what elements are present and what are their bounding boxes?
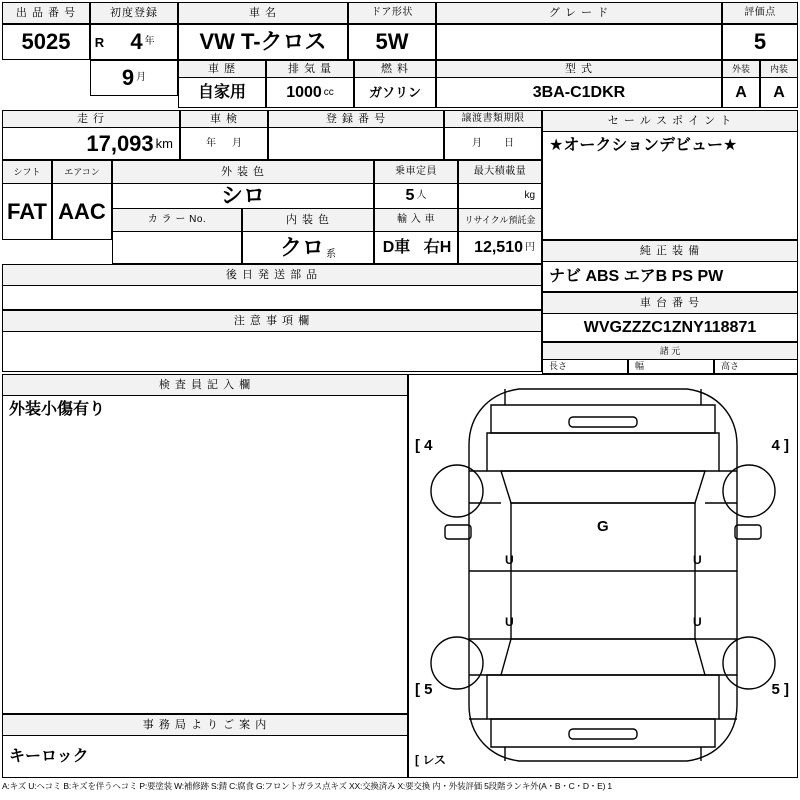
corner-mark-front-left: [ 4 [415,437,433,454]
door-shape-value: 5W [348,24,436,60]
spec-length-label: 長さ [542,360,628,374]
first-registration-era: R [90,24,108,60]
displacement-value-cell [266,78,354,108]
spec-label: 諸 元 [542,342,798,360]
spare-tire-label: [ レス [415,753,446,767]
damage-mark-2: U [505,615,514,629]
displacement-label: 排 気 量 [266,60,354,78]
max-load-label: 最大積載量 [458,160,542,184]
shift-value: FAT [2,184,52,240]
exterior-color-value: シロ [112,184,374,208]
car-name-value: VW T-クロス [178,24,348,60]
first-registration-label: 初度登録 [90,2,178,24]
chassis-number-label: 車 台 番 号 [542,292,798,314]
inspection-month-label: 月 [232,137,242,149]
office-notice-value: キーロック [2,736,408,778]
corner-mark-rear-left: [ 5 [415,681,433,698]
displacement-value: 1000 [286,83,322,101]
first-registration-year [108,24,178,60]
exterior-grade-label: 外装 [722,60,760,78]
capacity-label: 乗車定員 [374,160,458,184]
import-label: 輸 入 車 [374,208,458,232]
notes-value [2,332,542,372]
interior-color-value-cell [242,232,374,264]
first-registration-year-value: 4 [130,29,143,54]
interior-grade-value: A [760,78,798,108]
import-hand-value: 右H [418,232,458,264]
corner-mark-rear-right: 5 ] [771,681,789,698]
color-number-value [112,232,242,264]
genuine-equipment-value: ナビ ABS エアB PS PW [542,262,798,292]
mileage-unit: km [155,136,173,151]
interior-grade-label: 内装 [760,60,798,78]
transfer-month-label: 月 [472,137,482,149]
corner-mark-front-right: 4 ] [771,437,789,454]
spec-width-label: 幅 [628,360,714,374]
first-registration-month-value: 9 [121,65,135,90]
mileage-label: 走 行 [2,110,180,128]
first-registration-month [90,60,178,96]
inspector-comment-value: 外装小傷有り [2,396,408,714]
interior-color-value: クロ [279,234,324,260]
recycle-deposit-label: リサイクル預託金 [458,208,542,232]
interior-color-label: 内 装 色 [242,208,374,232]
damage-mark-3: U [693,615,702,629]
transfer-deadline-label: 譲渡書類期限 [444,110,542,128]
model-code-label: 型 式 [436,60,722,78]
grade-value [436,24,722,60]
shift-label: シフト [2,160,52,184]
lot-number-label: 出 品 番 号 [2,2,90,24]
car-history-label: 車 歴 [178,60,266,78]
inspection-label: 車 検 [180,110,268,128]
sales-point-value: ★オークションデビュー★ [542,132,798,240]
exterior-grade-value: A [722,78,760,108]
aircon-value: AAC [52,184,112,240]
legend-footnote: A:キズ U:ヘコミ B:キズを伴うヘコミ P:要塗装 W:補修跡 S:錆 C:腐食 G:フロントガラス点キズ XX:交換済み X:要交換 内・外装評価 5段階ランキ外(A・B・C・D・E) 1 [2,781,612,791]
recycle-deposit-value: 12,510 [474,238,523,256]
lot-number-value: 5025 [2,24,90,60]
car-damage-diagram [408,374,798,778]
registration-number-value [268,128,444,160]
registration-number-label: 登 録 番 号 [268,110,444,128]
car-name-label: 車 名 [178,2,348,24]
recycle-deposit-unit: 円 [525,241,535,253]
mileage-value-cell [2,128,180,160]
exterior-color-label: 外 装 色 [112,160,374,184]
score-value: 5 [722,24,798,60]
door-shape-label: ドア形状 [348,2,436,24]
chassis-number-value: WVGZZZC1ZNY118871 [542,314,798,342]
capacity-value: 5 [405,187,415,204]
mileage-value: 17,093 [86,130,154,156]
score-label: 評価点 [722,2,798,24]
recycle-deposit-value-cell [458,232,542,264]
damage-mark-g: G [597,518,609,535]
later-parts-label: 後 日 発 送 部 品 [2,264,542,286]
import-type-value: D車 [374,232,418,264]
fuel-value: ガソリン [354,78,436,108]
notes-label: 注 意 事 項 欄 [2,310,542,332]
color-number-label: カ ラ ー No. [112,208,242,232]
transfer-deadline-value-cell [444,128,542,160]
fuel-label: 燃 料 [354,60,436,78]
damage-mark-0: U [505,553,514,567]
max-load-value-cell [458,184,542,208]
damage-mark-1: U [693,553,702,567]
max-load-unit: kg [524,190,535,201]
car-history-value: 自家用 [178,78,266,108]
car-diagram-svg [409,375,797,777]
model-code-value: 3BA-C1DKR [436,78,722,108]
capacity-unit: 人 [416,190,427,201]
first-registration-year-unit: 年 [144,36,155,47]
genuine-equipment-label: 純 正 装 備 [542,240,798,262]
transfer-day-label: 日 [504,137,514,149]
aircon-label: エアコン [52,160,112,184]
displacement-unit: cc [323,86,334,98]
sales-point-label: セ ー ル ス ポ イ ン ト [542,110,798,132]
later-parts-value [2,286,542,310]
inspector-comment-label: 検 査 員 記 入 欄 [2,374,408,396]
first-registration-month-unit: 月 [136,72,147,83]
inspection-value-cell [180,128,268,160]
interior-color-suffix: 系 [326,249,336,260]
inspection-year-label: 年 [206,137,216,149]
grade-label: グ レ ー ド [436,2,722,24]
spec-height-label: 高さ [714,360,798,374]
capacity-value-cell [374,184,458,208]
office-notice-label: 事 務 局 よ り ご 案 内 [2,714,408,736]
